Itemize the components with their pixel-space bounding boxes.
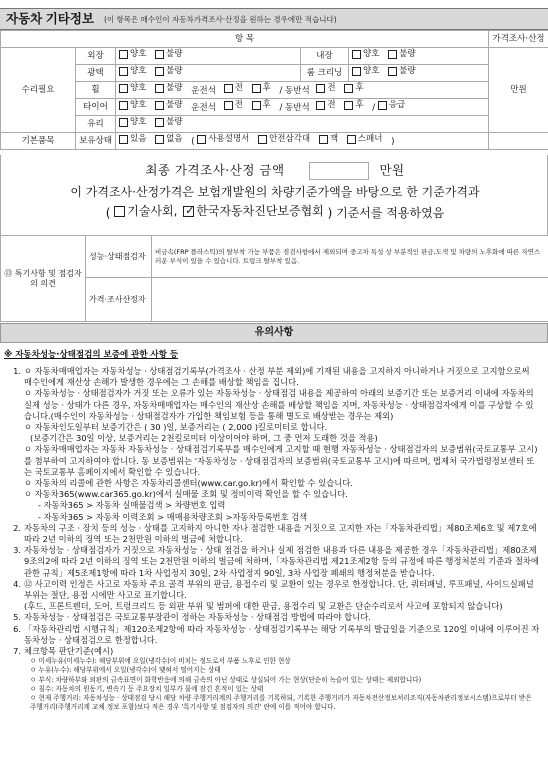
option-label: 양호 — [130, 66, 147, 77]
list-item — [8, 612, 540, 623]
final-price-line — [1, 162, 548, 180]
checkbox-wheel-passenger-rear[interactable] — [344, 83, 363, 94]
checkbox-box[interactable] — [352, 50, 361, 59]
checkbox-wheel-driver-rear[interactable] — [252, 83, 271, 94]
special-notes-table — [0, 235, 548, 322]
appraiser-opinion[interactable] — [152, 278, 548, 322]
checkbox-tire-bad[interactable] — [155, 100, 182, 111]
checkbox-box[interactable] — [378, 101, 387, 110]
checkbox-wheel-good[interactable] — [119, 83, 146, 94]
item-number: 4. — [13, 578, 21, 589]
option-label: 후 — [355, 100, 364, 111]
inspector-label: 성능·상태점검자 — [86, 236, 152, 278]
path-text: - 자동차365 > 자동차 이력조회 > 매매용차량조회 >자동차등록번호 검색 — [38, 511, 308, 522]
tire-options — [116, 99, 489, 116]
price-standard-line — [1, 204, 548, 221]
option-label: 전 — [234, 83, 243, 94]
checkbox-box[interactable] — [316, 101, 325, 110]
caution-body — [8, 366, 540, 713]
item-number: 7. — [13, 646, 21, 657]
bullet-text: ㅇ 자동차365(www.car365.go.kr)에서 실매물 조회 및 정비이력 확인을 할 수 있습니다. — [24, 489, 348, 500]
bullet-text: (보증기간은 30일 이상, 보증거리는 2천킬로미터 이상이어야 하며, 그 중 먼저 도래한 것을 적용) — [30, 433, 378, 444]
criteria-text: ㅇ 미세누유(미세누수): 해당부위에 오일(냉각수)이 비치는 정도로서 부품 노후로 인한 현상 — [30, 657, 291, 666]
item-number: 3. — [13, 545, 21, 556]
price-standard-tail: ) 기준서를 적용하였음 — [327, 206, 445, 220]
checkbox-box[interactable] — [252, 101, 261, 110]
checkbox-kaa[interactable] — [183, 204, 324, 219]
row-possession: 보유상태 — [76, 133, 116, 150]
row-room-clean: 룸 크리닝 — [301, 65, 349, 82]
option-label: 후 — [262, 100, 271, 111]
option-label: 전 — [234, 100, 243, 111]
option-label: 사용설명서 — [208, 134, 250, 145]
checkbox-interior-bad[interactable] — [388, 49, 415, 60]
option-label: 양호 — [130, 117, 147, 128]
checkbox-tire-passenger-front[interactable] — [316, 100, 335, 111]
checkbox-box[interactable] — [155, 50, 164, 59]
checkbox-tire-driver-front[interactable] — [224, 100, 243, 111]
item-number: 6. — [13, 623, 21, 634]
row-tire: 타이어 — [76, 99, 116, 116]
checkbox-wheel-driver-front[interactable] — [224, 83, 243, 94]
item-text: 자동차성능 · 상태점검은 국토교통부장관이 정하는 자동차성능 · 상태점검 방법에 따라야 합니다. — [24, 612, 371, 623]
final-price-input[interactable] — [309, 162, 369, 180]
checkbox-glass-bad[interactable] — [155, 117, 182, 128]
separator: / — [372, 103, 378, 114]
option-label: 양호 — [130, 49, 147, 60]
caution-header: 유의사항 — [0, 323, 548, 343]
checkbox-box[interactable] — [155, 67, 164, 76]
option-label: 불량 — [166, 83, 183, 94]
special-notes-label: ⑬ 특기사항 및 점검자의 의견 — [1, 236, 86, 322]
checkbox-box[interactable] — [388, 67, 397, 76]
item-number: 1. — [13, 366, 21, 376]
checkbox-box[interactable] — [224, 101, 233, 110]
inspector-opinion: 비금속(FRP 플라스틱)의 탈부착 가능 부품은 점검사항에서 제외되며 중고차 특성 상 부분적인 판금,도색 및 차량의 노후화에 따른 자연스러운 부식이 있을 수 있습니다. 트렁크 탈부착 있음. — [152, 236, 548, 278]
checkbox-box[interactable] — [197, 135, 206, 144]
checkbox-possession-have[interactable] — [119, 134, 146, 145]
wheel-options — [116, 82, 489, 99]
checkbox-box[interactable] — [347, 135, 356, 144]
item-number: 2. — [13, 522, 21, 533]
bullet-text: ㅇ 자동차인도일부터 보증기간은 ( 30 )일, 보증거리는 ( 2,000 )킬로미터로 합니다. — [24, 422, 328, 433]
bullet-text: ㅇ 자동차의 리콜에 관한 사항은 자동차리콜센터(www.car.go.kr)에서 확인할 수 있습니다. — [24, 478, 353, 489]
option-label: 기술사회, — [127, 204, 178, 218]
option-label: 불량 — [399, 66, 416, 77]
checkbox-box[interactable] — [344, 101, 353, 110]
checkbox-checked[interactable] — [183, 206, 194, 217]
list-item — [8, 545, 540, 579]
item-line: ⑫ 사고이력 인정은 사고로 자동차 주요 골격 부위의 판금, 용접수리 및 교환이 있는 경우로 한정합니다. 단, 쿼터패널, 루프패널, 사이드실패널 부위는 절단, 용접 시에만 사고로 표기합니다. — [24, 578, 534, 601]
option-label: 양호 — [363, 49, 380, 60]
path-text: - 자동차365 > 자동차 실매물검색 > 차량번호 입력 — [38, 500, 226, 511]
checkbox-glass-good[interactable] — [119, 117, 146, 128]
checkbox-box[interactable] — [119, 50, 128, 59]
checkbox-tire-emergency[interactable] — [378, 100, 405, 111]
option-label: 불량 — [166, 66, 183, 77]
paren-open: ( — [191, 137, 195, 148]
passenger-seat-label: 동반석 — [285, 86, 310, 97]
option-label: 후 — [262, 83, 271, 94]
section-header — [0, 8, 548, 30]
option-label: 잭 — [329, 134, 339, 145]
option-label: 스패너 — [357, 134, 383, 145]
option-label: 한국자동차진단보증협회 — [196, 204, 324, 218]
checkbox-triangle[interactable] — [258, 134, 310, 145]
paren-open: ( — [105, 206, 111, 220]
final-price-unit: 만원 — [379, 162, 405, 178]
row-gloss: 광택 — [76, 65, 116, 82]
criteria-text: ㅇ 부식: 차량하부와 외판의 금속표면이 화학반응에 의해 금속의 아닌 상태로 상실되어 가는 현상(단순히 녹슬어 있는 상태는 제외합니다) — [30, 675, 422, 684]
item-text: 자동차의 구조 · 장치 등의 성능 · 상태를 고지하지 아니한 자나 점검한 내용을 거짓으로 고지한 자는「자동차관리법」제80조제6호 및 제7호에 따라 2년 이하의 징역 또는 2천만원 이하의 벌금에 처합니다. — [24, 522, 537, 545]
caution-subtitle: ※ 자동차성능·상태점검의 보증에 관한 사항 등 — [4, 350, 179, 360]
item-text: 자동차성능 · 상태점검자가 거짓으로 자동차성능 · 상태 점검을 하거나 실제 점검한 내용과 다른 내용을 제공한 경우「자동차관리법」제80조제9조의2에 따라 2년 이하의 징역 또는 2천만원 이하의 벌금에 처하며,「자동차관리법 제21조제2항 등의 규정에 따른 행정처분의 기준과 절차에 관한 규칙」제5조제1항에 따라 1차 사업정지 30일, 2차 사업정지 90일, 3차 사업장 폐쇄의 행정처분을 받습니다. — [24, 545, 539, 578]
checkbox-jack[interactable] — [319, 134, 338, 145]
checkbox-roomclean-good[interactable] — [352, 66, 379, 77]
option-label: 안전삼각대 — [269, 134, 311, 145]
passenger-seat-label: 동반석 — [285, 103, 310, 114]
checkbox-interior-good[interactable] — [352, 49, 379, 60]
col-header-price: 가격조사·산정 — [489, 31, 548, 48]
checkbox-wheel-bad[interactable] — [155, 83, 182, 94]
checkbox-tech-society[interactable] — [114, 204, 177, 219]
final-price-block — [0, 155, 548, 235]
criteria-text: ㅇ 누유(누수): 해당부위에서 오일(냉각수)이 맺혀서 떨어지는 상태 — [30, 666, 221, 675]
criteria-item — [8, 694, 540, 712]
separator: / — [279, 103, 286, 114]
checkbox-box[interactable] — [344, 84, 353, 93]
item-number: 5. — [13, 612, 21, 623]
driver-seat-label: 운전석 — [191, 103, 216, 114]
row-wheel: 휠 — [76, 82, 116, 99]
group-repair: 수리필요 — [1, 48, 76, 133]
checkbox-box[interactable] — [316, 84, 325, 93]
room-clean-options — [349, 65, 489, 82]
glass-options — [116, 116, 489, 133]
list-item — [8, 579, 540, 613]
option-label: 없음 — [166, 134, 183, 145]
option-label: 불량 — [166, 117, 183, 128]
checkbox-box[interactable] — [119, 67, 128, 76]
option-label: 양호 — [130, 83, 147, 94]
section-title: 자동차 기타정보 — [6, 12, 94, 26]
checkbox-box[interactable] — [119, 101, 128, 110]
criteria-item — [8, 676, 540, 685]
bullet-text: ㅇ 자동차성능 · 상태점검자가 거짓 또는 오류가 있는 자동차성능 · 상태점검 내용을 제공하여 아래의 보증기간 또는 보증거리 이내에 자동차의 실제 성능 · 상태가 다른 경우, 자동차매매업자는 매수인의 재산상 손해를 배상할 책임을 지며, 자동차성능 · 상태점검자에게 이를 구상할 수 있습니다.(매수인이 자동차성능 · 상태점검자가 가입한 책임보험 등을 통해 별도로 배상받는 경우는 제외) — [24, 388, 534, 421]
interior-options — [349, 48, 489, 65]
list-item — [8, 646, 540, 657]
section-note: (이 항목은 매수인이 자동차가격조사·산정을 원하는 경우에만 적습니다) — [104, 15, 337, 24]
checkbox-spanner[interactable] — [347, 134, 383, 145]
item-text: 체크항목 판단기준(예시) — [24, 646, 114, 657]
criteria-text: ㅇ 침수: 자동차의 원동기, 변속기 등 주요장치 일부가 물에 잠긴 흔적이 있는 상태 — [30, 684, 264, 693]
checkbox-box[interactable] — [119, 84, 128, 93]
checkbox-exterior-good[interactable] — [119, 49, 146, 60]
row-exterior: 외장 — [76, 48, 116, 65]
checkbox-manual[interactable] — [197, 134, 249, 145]
gloss-options — [116, 65, 301, 82]
checkbox-box[interactable] — [155, 84, 164, 93]
checkbox-roomclean-bad[interactable] — [388, 66, 415, 77]
checkbox-box[interactable] — [258, 135, 267, 144]
row-glass: 유리 — [76, 116, 116, 133]
exterior-options — [116, 48, 301, 65]
checkbox-tire-driver-rear[interactable] — [252, 100, 271, 111]
checkbox-box[interactable] — [119, 118, 128, 127]
price-empty-cell — [489, 133, 548, 150]
checkbox-box[interactable] — [119, 135, 128, 144]
separator: / — [279, 86, 286, 97]
checkbox-possession-none[interactable] — [155, 134, 182, 145]
checkbox-gloss-good[interactable] — [119, 66, 146, 77]
option-label: 후 — [355, 83, 364, 94]
option-label: 불량 — [166, 49, 183, 60]
checkbox-box[interactable] — [352, 67, 361, 76]
bullet-text: ㅇ 자동차매매업자는 자동차성능 · 상태점검기록부(가격조사 · 산정 부분 제외)에 기재된 내용을 고지하지 아니하거나 거짓으로 고지함으로써 매수인에게 재산상 손해가 발생한 경우에는 그 손해를 배상할 책임을 집니다. — [24, 366, 530, 388]
item-text: 「자동차관리법 시행규칙」제120조제2항에 따라 자동차성능 · 상태점검기록부는 해당 기록부의 발급일을 기준으로 120일 이내에 이루어진 자동차성능 · 상태점검으로 한정합니다. — [24, 623, 540, 645]
option-label: 불량 — [166, 100, 183, 111]
checkbox-box[interactable] — [388, 50, 397, 59]
option-label: 응급 — [388, 100, 406, 111]
checkbox-wheel-passenger-front[interactable] — [316, 83, 335, 94]
checkbox-exterior-bad[interactable] — [155, 49, 182, 60]
row-interior: 내장 — [301, 48, 349, 65]
col-header-item: 항 목 — [1, 31, 489, 48]
criteria-item — [8, 666, 540, 675]
checkbox-tire-good[interactable] — [119, 100, 146, 111]
checkbox-box[interactable] — [155, 101, 164, 110]
option-label: 양호 — [130, 100, 147, 111]
option-label: 전 — [327, 83, 336, 94]
checkbox-box[interactable] — [252, 84, 261, 93]
appraiser-label: 가격·조사산정자 — [86, 278, 152, 322]
item-line: (후드, 프론트펜더, 도어, 트렁크리드 등 외판 부위 및 범퍼에 대한 판금, 용접수리 및 교환은 단순수리로서 사고에 포함되지 않습니다) — [24, 601, 503, 612]
option-label: 양호 — [363, 66, 380, 77]
checkbox-box[interactable] — [319, 135, 328, 144]
list-item — [8, 523, 540, 545]
price-unit-cell: 만원 — [489, 48, 548, 133]
list-item — [8, 624, 540, 646]
possession-options — [116, 133, 489, 150]
option-label: 있음 — [130, 134, 147, 145]
item-text — [24, 579, 540, 613]
checkbox-box[interactable] — [155, 135, 164, 144]
criteria-text: ㅇ 현재 주행거리: 자동차성능 · 상태점검 당시 해당 차량 주행거리계의 주행거리를 기록하되, 기록한 주행거리가 자동차전산정보처리조직(자동차관리정보시스템)으로부터 받은 주행거리(주행거리계 교체 정보 포함)보다 적은 경우 '특기사항 및 점검자의 의견' 란에 이를 적어야 합니다. — [30, 694, 532, 712]
final-price-label: 최종 가격조사·산정 금액 — [145, 162, 285, 178]
option-label: 불량 — [399, 49, 416, 60]
checkbox-gloss-bad[interactable] — [155, 66, 182, 77]
checkbox-box[interactable] — [114, 206, 125, 217]
paren-close: ) — [391, 137, 395, 148]
price-basis-text: 이 가격조사·산정가격은 보험개발원의 차량기준가액을 바탕으로 한 기준가격과 — [70, 185, 480, 199]
driver-seat-label: 운전석 — [191, 86, 216, 97]
inspection-grid — [0, 30, 548, 150]
bullet-text: ㅇ 자동차매매업자는 자동차 자동차성능 · 상태점검기록부를 매수인에게 고지할 때 현행 자동차성능 · 상태점검자의 보증범위(국토교통부 고시)를 첨부하여 고지하여야 합니다. 동 보증범위는 '자동차성능 · 상태점검자의 보증범위(국토교통부 고시)에 따르며, 법제처 국가법령정보센터 또는 국토교통부 홈페이지에서 확인할 수 있습니다. — [24, 444, 538, 477]
checkbox-tire-passenger-rear[interactable] — [344, 100, 363, 111]
checkbox-box[interactable] — [224, 84, 233, 93]
option-label: 전 — [327, 100, 336, 111]
criteria-item — [8, 685, 540, 694]
checkbox-box[interactable] — [155, 118, 164, 127]
group-basic: 기본품목 — [1, 133, 76, 150]
list-item — [8, 366, 540, 523]
item-text — [24, 366, 540, 523]
